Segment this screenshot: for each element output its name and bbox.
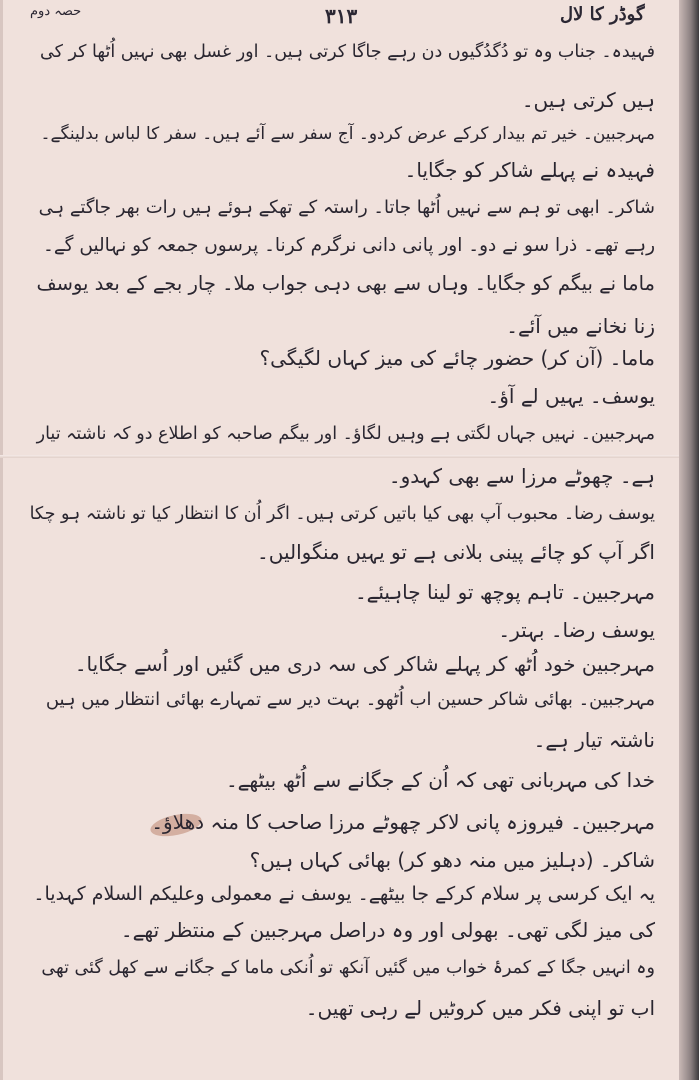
text-line: مہرجبین۔ تاہم پوچھ تو لینا چاہیئے۔: [354, 580, 655, 604]
text-line: شاکر۔ (دہلیز میں منہ دھو کر) بھائی کہاں ہیں؟: [249, 848, 655, 872]
text-line: یہ ایک کرسی پر سلام کرکے جا بیٹھے۔ یوسف نے معمولی وعلیکم السلام کہدیا۔: [33, 883, 655, 905]
book-title: گوڈر کا لال: [560, 4, 645, 25]
text-line: کی میز لگی تھی۔ بھولی اور وہ دراصل مہرجبین کے منتظر تھے۔: [120, 918, 655, 942]
text-line: ماما نے بیگم کو جگایا۔ وہاں سے بھی دہی جواب ملا۔ چار بجے کے بعد یوسف: [36, 272, 655, 295]
text-line: مہرجبین۔ خیر تم بیدار کرکے عرض کردو۔ آج سفر سے آئے ہیں۔ سفر کا لباس بدلینگے۔: [40, 124, 655, 144]
text-line: ماما۔ (آن کر) حضور چائے کی میز کہاں لگیگی؟: [259, 346, 655, 370]
text-line: یوسف رضا۔ بہتر۔: [498, 618, 655, 642]
text-line: اگر آپ کو چائے پینی بلانی ہے تو یہیں منگوالیں۔: [257, 540, 655, 564]
text-line: فہیدہ۔ جناب وہ تو دُگدُگیوں دن رہے جاگا کرتی ہیں۔ اور غسل بھی نہیں اُٹھا کر کی: [40, 42, 655, 62]
text-line: اب تو اپنی فکر میں کروٹیں لے رہی تھیں۔: [305, 996, 655, 1020]
page-number: ۳۱۳: [325, 4, 358, 28]
text-line: مہرجبین۔ بھائی شاکر حسین اب اُٹھو۔ بہت دیر سے تمہارے بھائی انتظار میں ہیں: [45, 689, 655, 710]
text-line: شاکر۔ ابھی تو ہم سے نہیں اُٹھا جاتا۔ راستہ کے تھکے ہوئے ہیں رات بھر جاگتے ہی: [38, 197, 655, 218]
text-line: ناشتہ تیار ہے۔: [533, 728, 655, 752]
text-line: زنا نخانے میں آئے۔: [506, 314, 655, 338]
part-label: حصہ دوم: [30, 4, 82, 19]
text-line: ہیں کرتی ہیں۔: [521, 88, 655, 112]
text-line: مہرجبین۔ نہیں جہاں لگتی ہے وہیں لگاؤ۔ اور بیگم صاحبہ کو اطلاع دو کہ ناشتہ تیار: [36, 424, 655, 444]
text-line: خدا کی مہربانی تھی کہ اُن کے جگانے سے اُٹھ بیٹھے۔: [225, 768, 655, 792]
text-line: فہیدہ نے پہلے شاکر کو جگایا۔: [404, 158, 655, 182]
text-line: وہ انہیں جگا کے کمرۂ خواب میں گئیں آنکھ تو اُنکی ماما کے جگانے سے کھل گئی تھی: [41, 958, 655, 978]
text-line: ہے۔ چھوٹے مرزا سے بھی کہدو۔: [388, 464, 655, 488]
text-line: یوسف۔ یہیں لے آؤ۔: [487, 384, 655, 408]
text-line: مہرجبین۔ فیروزہ پانی لاکر چھوٹے مرزا صاحب کا منہ دھلاؤ۔: [151, 810, 655, 834]
text-line: مہرجبین خود اُٹھ کر پہلے شاکر کی سہ دری میں گئیں اور اُسے جگایا۔: [74, 652, 655, 676]
page-right-edge-shadow: [679, 0, 699, 1080]
text-line: رہے تھے۔ ذرا سو نے دو۔ اور پانی دانی نرگرم کرنا۔ پرسوں جمعہ کو نہالیں گے۔: [43, 235, 655, 256]
text-line: یوسف رضا۔ محبوب آپ بھی کیا باتیں کرتی ہیں۔ اگر اُن کا انتظار کیا تو ناشتہ ہو چکا: [29, 504, 655, 524]
